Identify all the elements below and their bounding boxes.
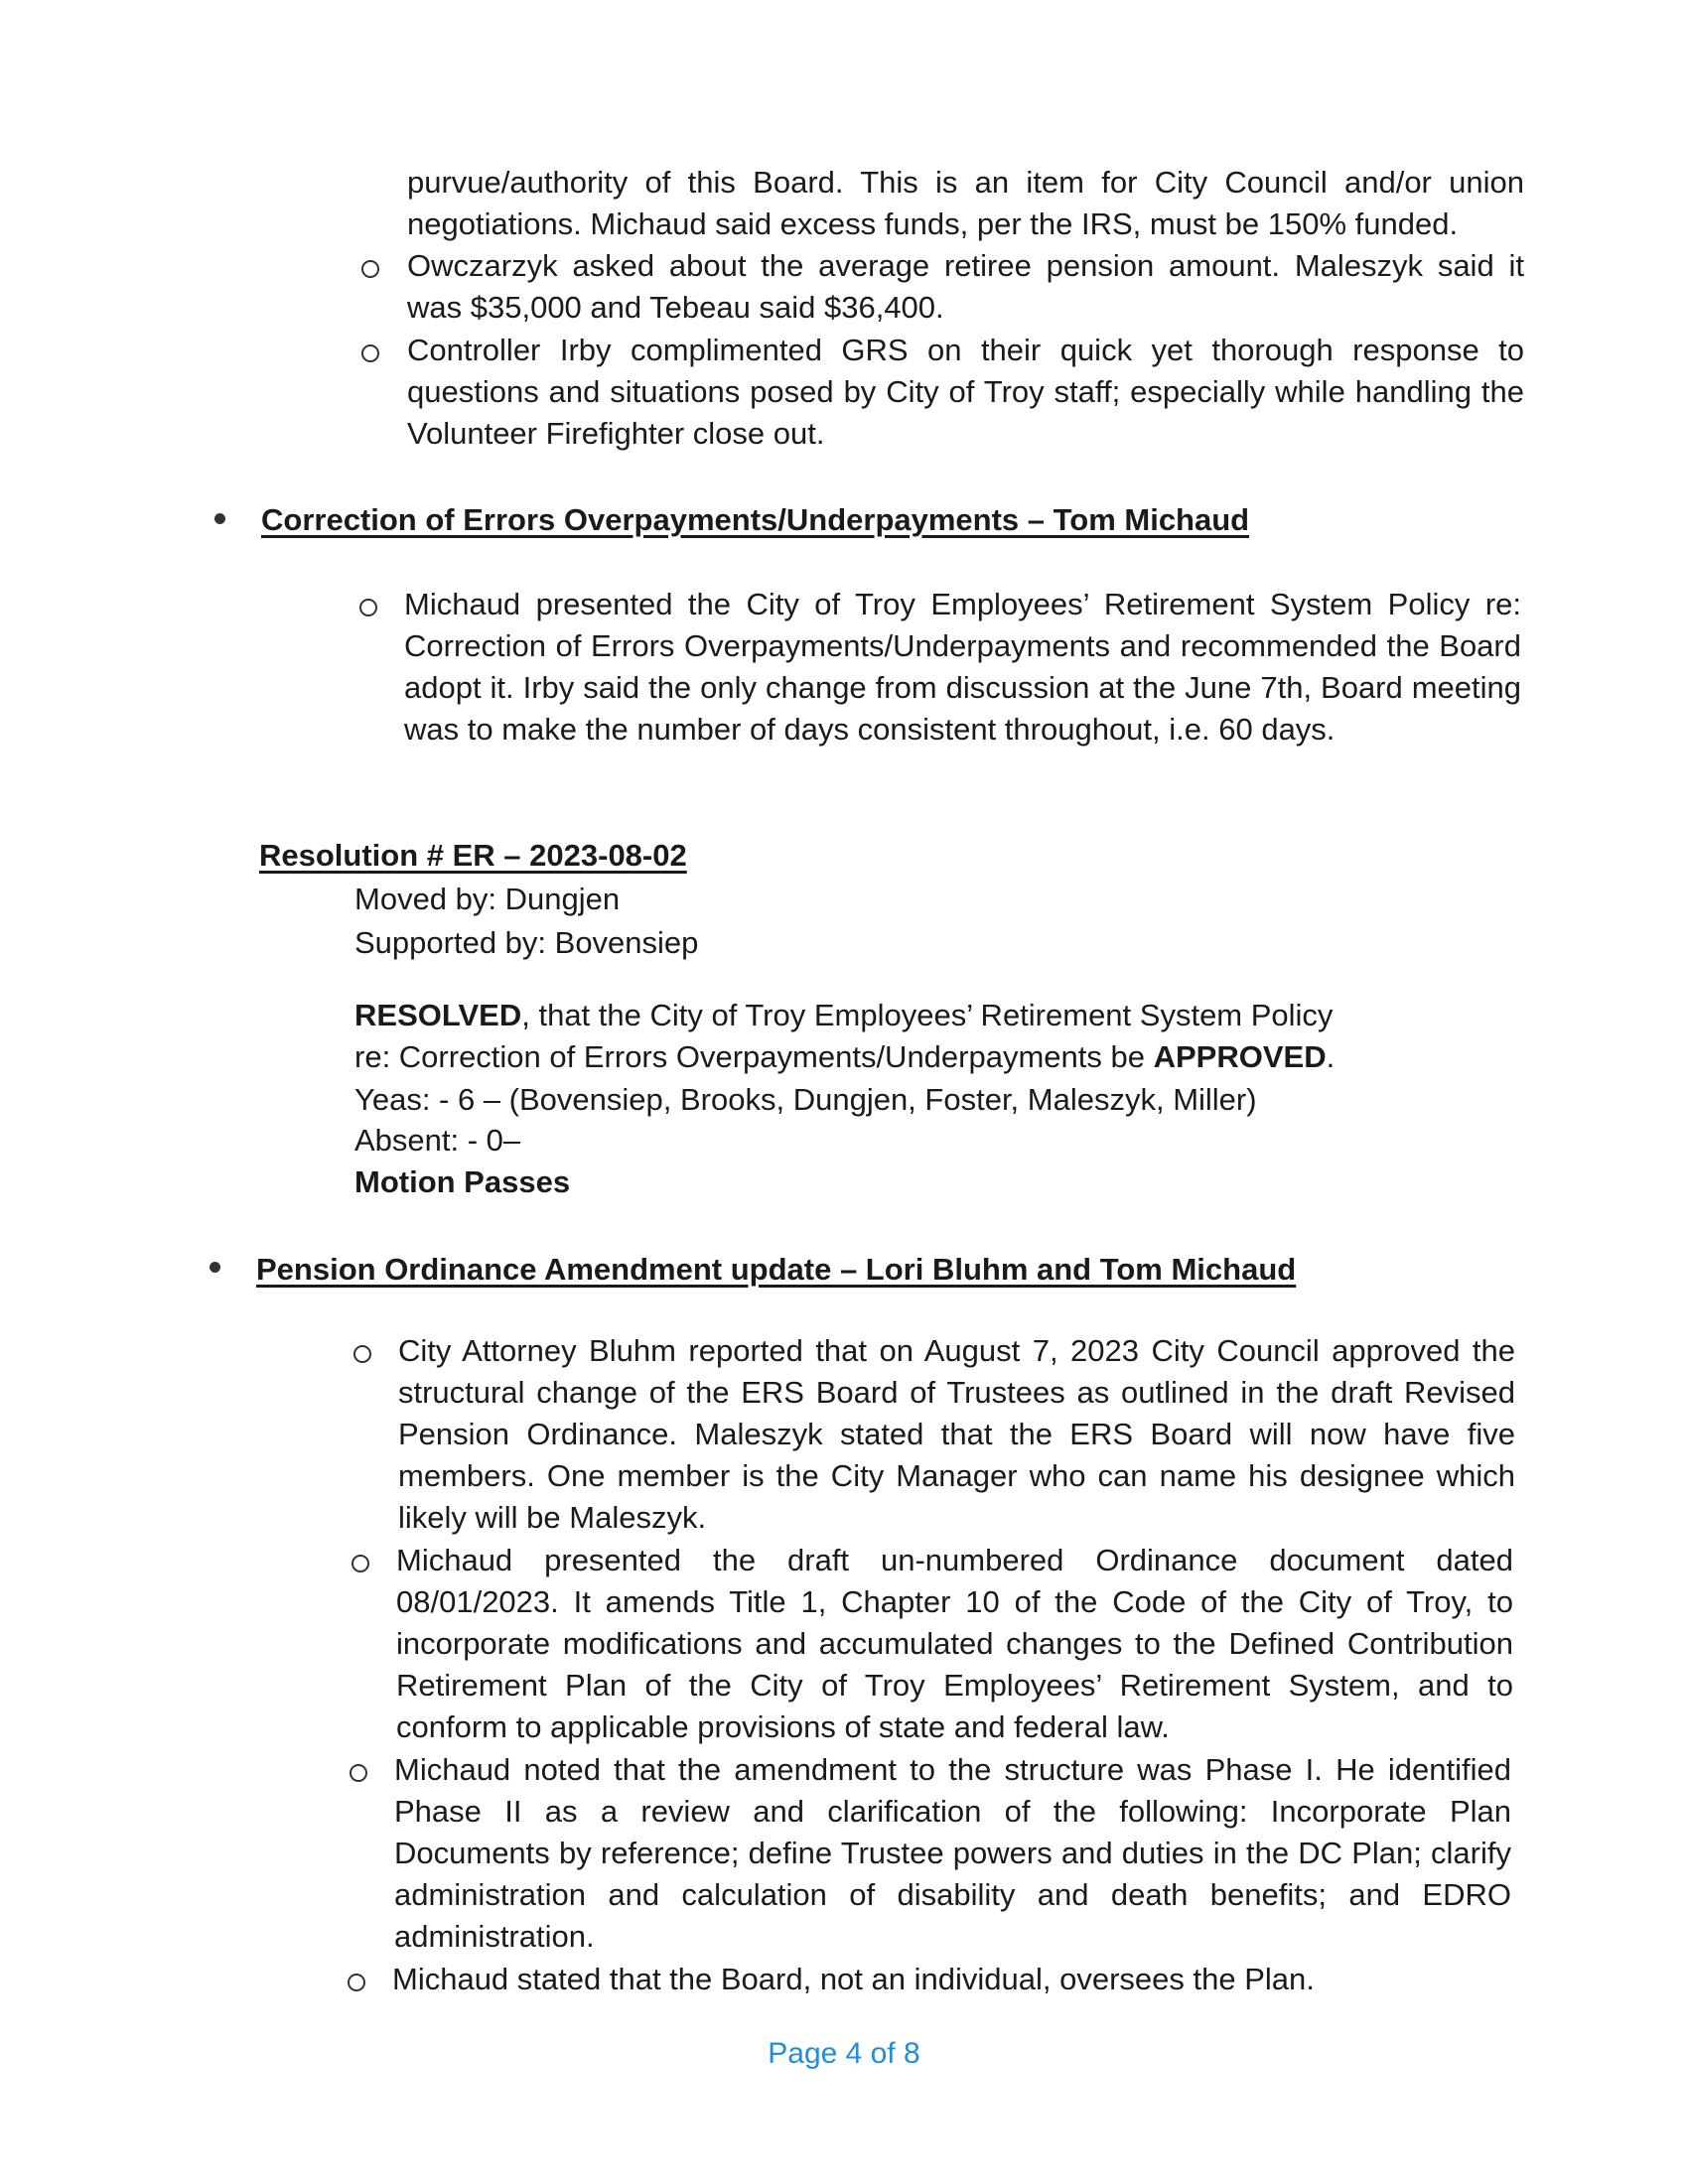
hollow-bullet-icon [361,260,379,278]
resolved-text: re: Correction of Errors Overpayments/Underpayments be [354,1039,1154,1074]
resolved-line-1 [354,995,1333,1036]
resolved-text: , that the City of Troy Employees’ Retirement System Policy [521,998,1334,1032]
resolved-word: RESOLVED [354,998,522,1032]
list-item-text: Controller Irby complimented GRS on their quick yet thorough response to questions and situations posed by City of Troy staff; especially while handling the Volunteer Firefighter close out. [407,333,1524,451]
resolved-line-2 [354,1036,1335,1078]
list-item [407,162,1524,245]
hollow-bullet-icon [359,599,377,616]
supported-by: Supported by: Bovensiep [354,925,699,960]
approved-word: APPROVED [1153,1039,1327,1074]
list-item [404,584,1521,751]
list-item-text: City Attorney Bluhm reported that on August 7, 2023 City Council approved the structural change of the ERS Board of Trustees as outlined in the draft Revised Pension Ordinance. Maleszyk stated that the ERS Board will now have five members. One member is the City Manager who can name his designee which likely will be Maleszyk. [398,1333,1515,1535]
hollow-bullet-icon [350,1764,367,1782]
bullet-icon [210,1262,220,1273]
period: . [1326,1039,1336,1074]
bullet-icon [214,513,225,524]
list-item-text: Michaud noted that the amendment to the structure was Phase I. He identified Phase II as a review and clarification of the following: Incorporate Plan Documents by reference; define Trustee powers and duties in the DC Plan; clarify administration and calculation of disability and death benefits; and EDRO administration. [394,1752,1511,1954]
moved-by: Moved by: Dungjen [354,882,621,916]
list-item-text: Owczarzyk asked about the average retiree pension amount. Maleszyk said it was $35,000 and Tebeau said $36,400. [407,248,1524,325]
list-item [407,245,1524,329]
list-item-text: Michaud presented the City of Troy Employees’ Retirement System Policy re: Correction of Errors Overpayments/Underpayments and recommended the Board adopt it. Irby said the only change from discussion at the June 7th, Board meeting was to make the number of days consistent throughout, i.e. 60 days. [404,587,1521,747]
list-item [407,330,1524,455]
hollow-bullet-icon [348,1974,365,1991]
list-item [392,1959,1509,2000]
section-heading: Pension Ordinance Amendment update – Lori Bluhm and Tom Michaud [256,1252,1297,1287]
list-item [396,1540,1513,1748]
hollow-bullet-icon [352,1555,369,1572]
list-item-text: Michaud presented the draft un-numbered Ordinance document dated 08/01/2023. It amends Title 1, Chapter 10 of the Code of the City of Troy, to incorporate modifications and accumulated changes to the Defined Contribution Retirement Plan of the City of Troy Employees’ Retirement System, and to conform to applicable provisions of state and federal law. [396,1543,1513,1744]
resolution-heading: Resolution # ER – 2023-08-02 [259,838,687,873]
list-item-text: Michaud stated that the Board, not an individual, oversees the Plan. [392,1962,1315,1996]
hollow-bullet-icon [361,344,379,362]
list-item [394,1749,1511,1958]
section-heading: Correction of Errors Overpayments/Underpayments – Tom Michaud [261,502,1250,537]
page-number: Page 4 of 8 [768,2037,920,2070]
motion-result: Motion Passes [354,1164,571,1199]
list-item-text: purvue/authority of this Board. This is an item for City Council and/or union negotiations. Michaud said excess funds, per the IRS, must be 150% funded. [407,165,1524,241]
list-item [398,1330,1515,1539]
absent: Absent: - 0– [354,1123,521,1158]
hollow-bullet-icon [353,1345,371,1363]
yeas: Yeas: - 6 – (Bovensiep, Brooks, Dungjen, Foster, Maleszyk, Miller) [354,1082,1257,1117]
